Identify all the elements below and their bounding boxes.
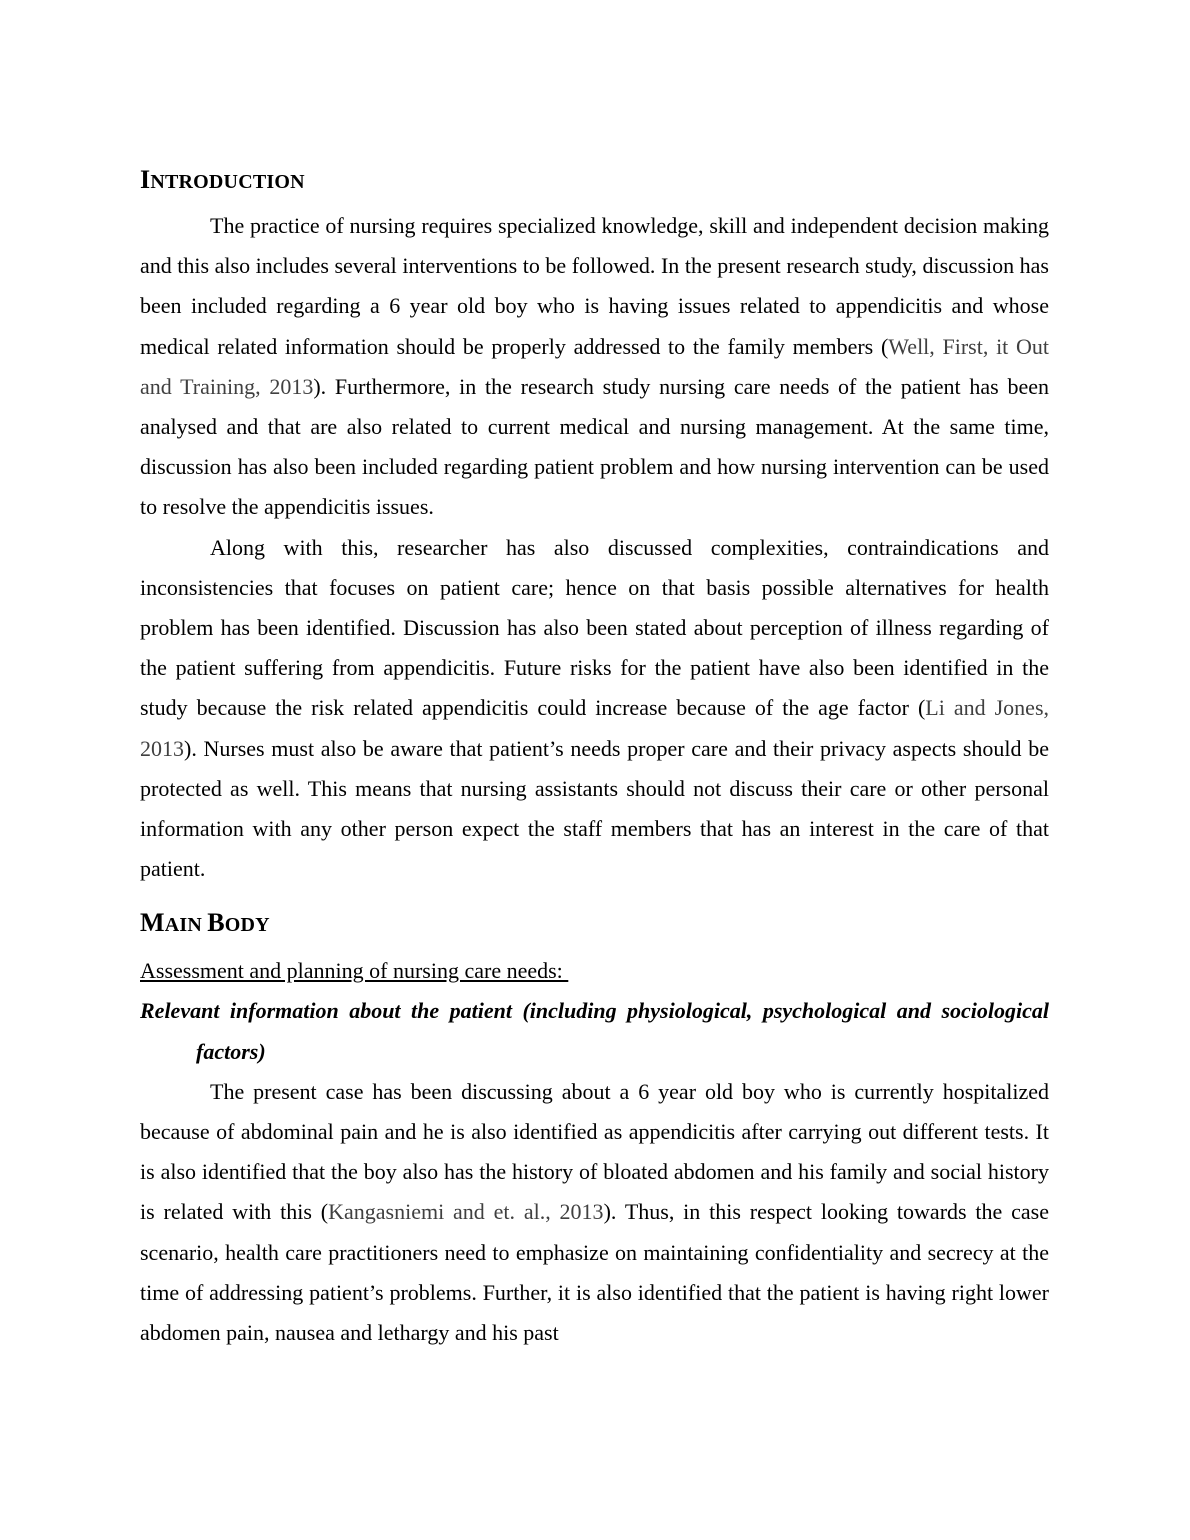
intro-p1-text-b: ). Furthermore, in the research study nursing care needs of the patient has been analysed and that are also related to current medical and nursing management. At the same time, discussion has also been included regarding patient problem and how nursing intervention can be used to resolve the appendicitis issues. — [140, 373, 1049, 520]
main-p1-text-a: The present case has been discussing about a 6 year old boy who is currently hospitalized because of abdominal pain and he is also identified as appendicitis after carrying out different tests. It is also identified that the boy also has the history of bloated abdomen and his family and social history is related with this ( — [140, 1078, 1049, 1225]
heading-initial: B — [207, 908, 225, 938]
main-paragraph-1 — [140, 1072, 1049, 1353]
heading-initial: M — [140, 908, 165, 938]
heading-rest: AIN — [164, 914, 208, 937]
citation: Kangasniemi and et. al., 2013 — [328, 1199, 604, 1225]
section-subheading: Assessment and planning of nursing care needs: — [140, 958, 569, 984]
citation: Well, First, it Out and Training, 2013 — [140, 333, 1050, 399]
intro-paragraph-1 — [140, 206, 1049, 528]
heading-rest: ODY — [224, 914, 270, 937]
intro-paragraph-2 — [140, 528, 1049, 890]
introduction-heading — [140, 160, 1049, 202]
heading-initial: I — [140, 165, 151, 194]
main-body-heading — [140, 903, 1049, 945]
main-p1-text-b: ). Thus, in this respect looking towards the case scenario, health care practitioners need to emphasize on maintaining confidentiality and secrecy at the time of addressing patient’s problems. Further, it is also identified that the patient is having right lower abdomen pain, nausea and lethargy and his past — [140, 1199, 1049, 1346]
intro-p2-text-b: ). Nurses must also be aware that patient’s needs proper care and their privacy aspects should be protected as well. This means that nursing assistants should not discuss their care or other personal information with any other person expect the staff members that has an interest in the care of that patient. — [140, 735, 1049, 882]
citation: Li and Jones, 2013 — [140, 695, 1050, 761]
heading-rest: NTRODUCTION — [150, 171, 305, 193]
section-subsubheading: Relevant information about the patient (including physiological, psychological and sociological factors) — [140, 998, 1049, 1064]
intro-p1-text-a: The practice of nursing requires specialized knowledge, skill and independent decision making and this also includes several interventions to be followed. In the present research study, discussion has been included regarding a 6 year old boy who is having issues related to appendicitis and whose medical related information should be properly addressed to the family members ( — [140, 213, 1049, 359]
document-page — [140, 160, 1049, 1353]
intro-p2-text-a: Along with this, researcher has also discussed complexities, contraindications and inconsistencies that focuses on patient care; hence on that basis possible alternatives for health problem has been identified. Discussion has also been stated about perception of illness regarding of the patient suffering from appendicitis. Future risks for the patient have also been identified in the study because the risk related appendicitis could increase because of the age factor ( — [140, 534, 1049, 721]
